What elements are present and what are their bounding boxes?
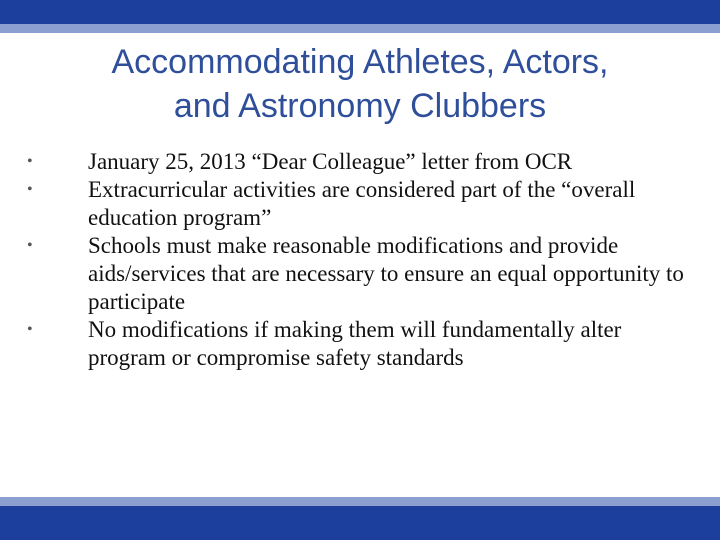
bullet-icon: • <box>27 321 33 338</box>
top-band-dark <box>0 0 720 24</box>
bottom-band-light <box>0 497 720 506</box>
slide-title <box>0 40 720 128</box>
slide-title-line2: and Astronomy Clubbers <box>173 87 547 125</box>
bullet-text: Schools must make reasonable modifications and provide aids/services that are necessary to ensure an equal opportunity to participate <box>88 233 684 314</box>
bullet-item <box>20 148 700 176</box>
bullet-item <box>20 232 700 316</box>
bullet-item <box>20 316 700 372</box>
bullet-text: January 25, 2013 “Dear Colleague” letter from OCR <box>88 149 573 174</box>
bullet-icon: • <box>27 181 33 198</box>
bullet-list <box>20 148 700 372</box>
bottom-band-dark <box>0 506 720 540</box>
bullet-icon: • <box>27 153 33 170</box>
bullet-text: Extracurricular activities are considered part of the “overall education program” <box>88 177 636 230</box>
bullet-text: No modifications if making them will fundamentally alter program or compromise safety standards <box>88 317 622 370</box>
bullet-icon: • <box>27 237 33 254</box>
bullet-item <box>20 176 700 232</box>
slide-title-line1: Accommodating Athletes, Actors, <box>111 43 609 81</box>
top-band-light <box>0 24 720 33</box>
